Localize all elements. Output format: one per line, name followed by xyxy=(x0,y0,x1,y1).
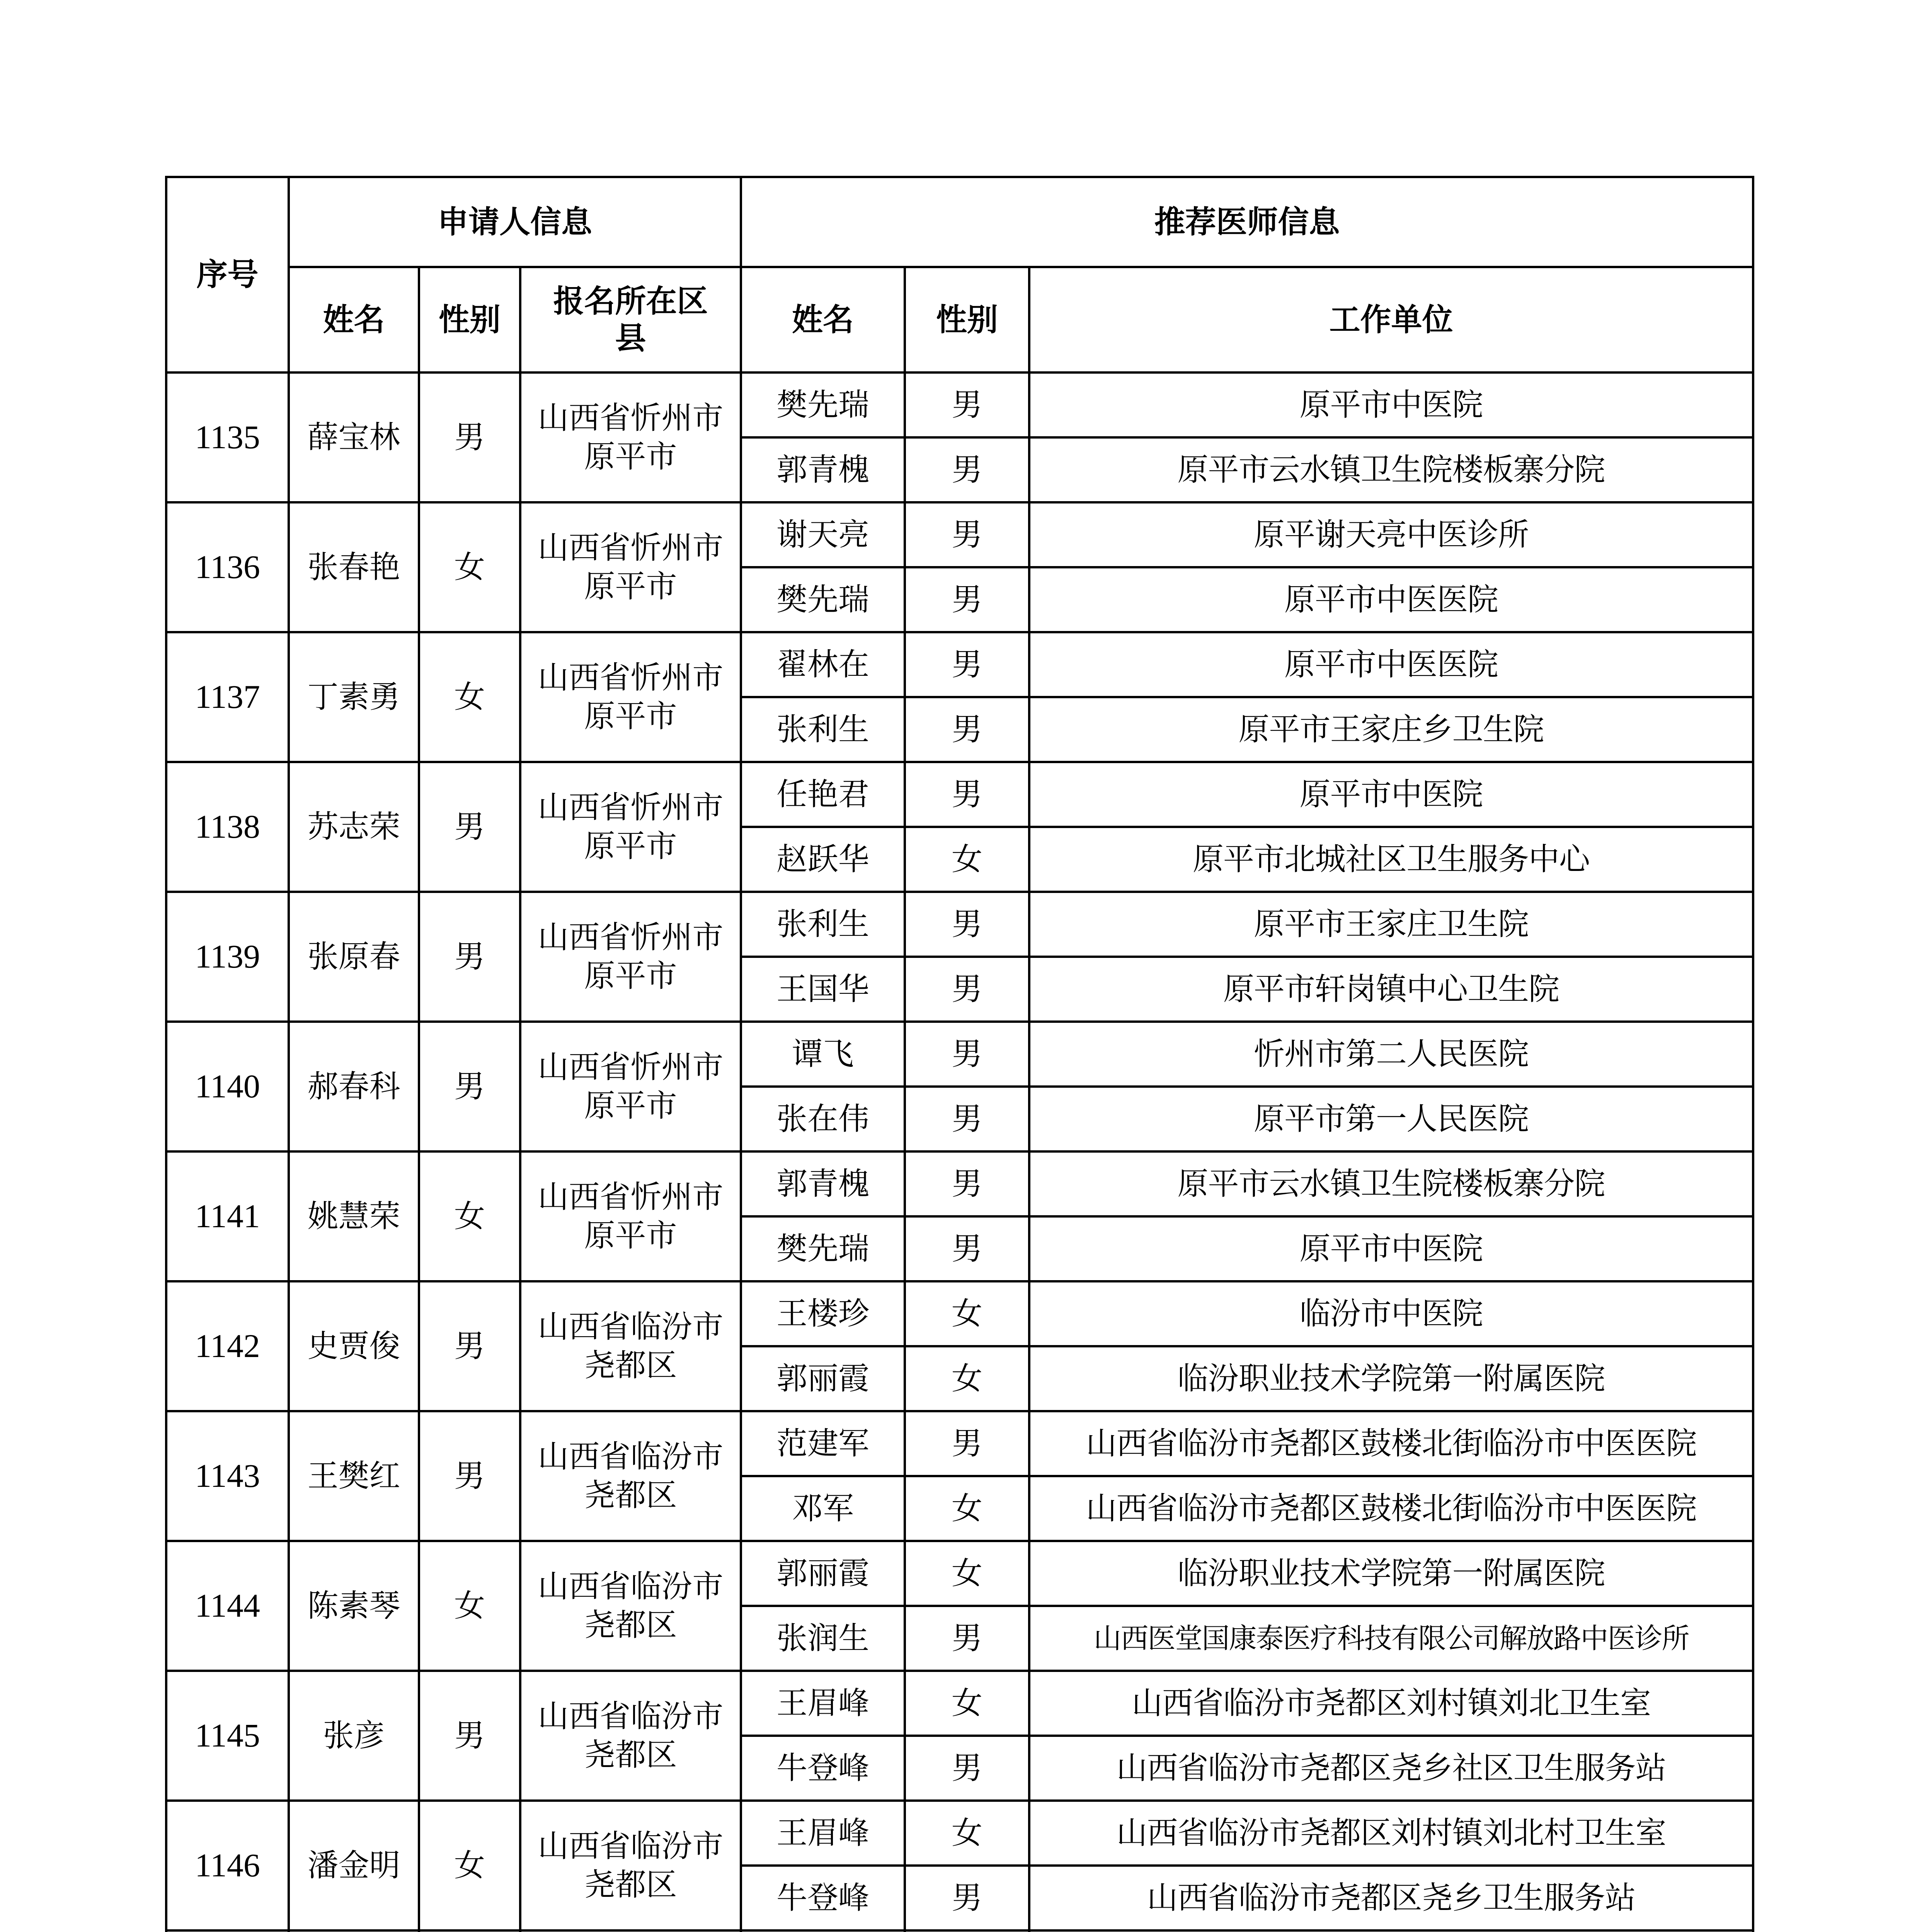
header-doctor-info: 推荐医师信息 xyxy=(741,177,1753,267)
work-unit-cell: 山西省临汾市尧都区鼓楼北街临汾市中医医院 xyxy=(1029,1476,1753,1541)
work-unit-cell: 山西省临汾市尧都区刘村镇刘北村卫生室 xyxy=(1029,1801,1753,1866)
doctor-name-cell: 樊先瑞 xyxy=(741,372,905,437)
applicant-table xyxy=(165,176,1754,1932)
applicant-name-cell: 张彦 xyxy=(289,1671,419,1801)
county-line: 山西省忻州市 xyxy=(538,919,724,955)
table-row xyxy=(166,1022,1753,1087)
county-line: 原平市 xyxy=(584,828,677,864)
county-line: 原平市 xyxy=(584,958,677,994)
seq-cell: 1136 xyxy=(166,502,289,632)
applicant-name-cell: 郝春科 xyxy=(289,1022,419,1151)
county-cell xyxy=(520,502,741,632)
applicant-name-cell: 姚慧荣 xyxy=(289,1151,419,1281)
seq-cell xyxy=(166,1930,289,1932)
applicant-gender-cell: 女 xyxy=(419,502,520,632)
work-unit-cell: 临汾职业技术学院第一附属医院 xyxy=(1029,1541,1753,1606)
county-line: 原平市 xyxy=(584,439,677,474)
doctor-name-cell: 郭丽霞 xyxy=(741,1346,905,1411)
applicant-name-cell: 张原春 xyxy=(289,892,419,1022)
seq-cell: 1138 xyxy=(166,762,289,892)
header-applicant-name: 姓名 xyxy=(289,267,419,372)
seq-cell: 1141 xyxy=(166,1151,289,1281)
doctor-gender-cell: 女 xyxy=(905,827,1029,892)
seq-cell: 1135 xyxy=(166,372,289,502)
table-row xyxy=(166,372,1753,437)
county-cell xyxy=(520,762,741,892)
applicant-gender-cell: 女 xyxy=(419,632,520,762)
county-line: 山西省临汾市 xyxy=(538,1309,724,1345)
doctor-gender-cell: 男 xyxy=(905,957,1029,1022)
table-header xyxy=(166,177,1753,372)
work-unit-cell: 山西省临汾市尧都区尧乡卫生服务站 xyxy=(1029,1866,1753,1930)
header-county-line: 报名所在区 xyxy=(553,283,708,319)
applicant-name-cell xyxy=(289,1930,419,1932)
county-cell xyxy=(520,1671,741,1801)
seq-cell: 1145 xyxy=(166,1671,289,1801)
doctor-gender-cell: 男 xyxy=(905,1606,1029,1671)
doctor-name-cell: 谭飞 xyxy=(741,1022,905,1087)
applicant-gender-cell: 男 xyxy=(419,762,520,892)
doctor-gender-cell: 男 xyxy=(905,1022,1029,1087)
work-unit-cell: 临汾市中医院 xyxy=(1029,1281,1753,1346)
header-county-line: 县 xyxy=(615,320,646,356)
work-unit-cell: 原平市北城社区卫生服务中心 xyxy=(1029,827,1753,892)
work-unit-cell: 临汾职业技术学院第一附属医院 xyxy=(1029,1346,1753,1411)
doctor-gender-cell: 男 xyxy=(905,1087,1029,1151)
table-row xyxy=(166,632,1753,697)
doctor-gender-cell: 男 xyxy=(905,372,1029,437)
work-unit-cell: 原平市云水镇卫生院楼板寨分院 xyxy=(1029,1151,1753,1216)
doctor-gender-cell: 男 xyxy=(905,502,1029,567)
doctor-gender-cell: 女 xyxy=(905,1346,1029,1411)
applicant-name-cell: 陈素琴 xyxy=(289,1541,419,1671)
doctor-gender-cell: 男 xyxy=(905,1216,1029,1281)
doctor-gender-cell: 男 xyxy=(905,1151,1029,1216)
county-line: 原平市 xyxy=(584,568,677,604)
work-unit-cell: 原平市中医医院 xyxy=(1029,567,1753,632)
doctor-gender-cell: 女 xyxy=(905,1801,1029,1866)
county-line: 尧都区 xyxy=(584,1867,677,1903)
header-doctor-gender: 性别 xyxy=(905,267,1029,372)
work-unit-cell: 山西医堂国康泰医疗科技有限公司解放路中医诊所 xyxy=(1029,1606,1753,1671)
work-unit-cell: 原平市轩岗镇中心卫生院 xyxy=(1029,957,1753,1022)
county-cell xyxy=(520,892,741,1022)
doctor-gender-cell: 男 xyxy=(905,567,1029,632)
doctor-gender-cell: 女 xyxy=(905,1281,1029,1346)
county-line: 山西省忻州市 xyxy=(538,1179,724,1215)
seq-cell: 1142 xyxy=(166,1281,289,1411)
header-doctor-name: 姓名 xyxy=(741,267,905,372)
county-cell xyxy=(520,1930,741,1932)
county-line: 原平市 xyxy=(584,1088,677,1124)
county-cell xyxy=(520,1541,741,1671)
seq-cell: 1143 xyxy=(166,1411,289,1541)
doctor-name-cell: 谢天亮 xyxy=(741,502,905,567)
doctor-name-cell: 王国华 xyxy=(741,957,905,1022)
county-cell xyxy=(520,1801,741,1930)
doctor-name-cell: 范建军 xyxy=(741,1411,905,1476)
county-line: 尧都区 xyxy=(584,1347,677,1383)
doctor-gender-cell: 男 xyxy=(905,762,1029,827)
header-seq: 序号 xyxy=(166,177,289,372)
doctor-name-cell: 张利生 xyxy=(741,697,905,762)
doctor-name-cell: 郭青槐 xyxy=(741,437,905,502)
county-line: 山西省忻州市 xyxy=(538,789,724,825)
doctor-name-cell: 王眉峰 xyxy=(741,1801,905,1866)
county-cell xyxy=(520,1022,741,1151)
table-row xyxy=(166,762,1753,827)
county-line: 尧都区 xyxy=(584,1737,677,1773)
applicant-gender-cell: 男 xyxy=(419,1411,520,1541)
doctor-gender-cell xyxy=(905,1930,1029,1932)
table-row xyxy=(166,1151,1753,1216)
doctor-name-cell: 牛登峰 xyxy=(741,1736,905,1801)
header-applicant-gender: 性别 xyxy=(419,267,520,372)
work-unit-cell: 原平市第一人民医院 xyxy=(1029,1087,1753,1151)
doctor-gender-cell: 男 xyxy=(905,632,1029,697)
county-cell xyxy=(520,1281,741,1411)
table-body xyxy=(166,372,1753,1932)
county-line: 山西省忻州市 xyxy=(538,660,724,696)
county-cell xyxy=(520,372,741,502)
work-unit-cell: 原平市中医院 xyxy=(1029,762,1753,827)
doctor-name-cell: 张润生 xyxy=(741,1606,905,1671)
doctor-gender-cell: 男 xyxy=(905,437,1029,502)
doctor-gender-cell: 女 xyxy=(905,1671,1029,1736)
county-line: 山西省临汾市 xyxy=(538,1439,724,1475)
doctor-name-cell: 樊先瑞 xyxy=(741,567,905,632)
work-unit-cell: 山西省临汾市尧都区鼓楼北街临汾市中医医院 xyxy=(1029,1411,1753,1476)
work-unit-cell: 忻州市第二人民医院 xyxy=(1029,1022,1753,1087)
applicant-gender-cell: 女 xyxy=(419,1541,520,1671)
header-work-unit: 工作单位 xyxy=(1029,267,1753,372)
doctor-name-cell: 任艳君 xyxy=(741,762,905,827)
work-unit-cell: 原平市王家庄卫生院 xyxy=(1029,892,1753,957)
county-line: 山西省忻州市 xyxy=(538,1049,724,1085)
county-line: 原平市 xyxy=(584,698,677,734)
county-line: 山西省忻州市 xyxy=(538,400,724,436)
doctor-name-cell: 牛登峰 xyxy=(741,1866,905,1930)
table-row xyxy=(166,1541,1753,1606)
applicant-name-cell: 苏志荣 xyxy=(289,762,419,892)
county-line: 尧都区 xyxy=(584,1607,677,1643)
table-row xyxy=(166,502,1753,567)
seq-cell: 1146 xyxy=(166,1801,289,1930)
seq-cell: 1140 xyxy=(166,1022,289,1151)
applicant-name-cell: 史贾俊 xyxy=(289,1281,419,1411)
applicant-gender-cell xyxy=(419,1930,520,1932)
table-row xyxy=(166,1411,1753,1476)
county-line: 原平市 xyxy=(584,1218,677,1253)
work-unit-cell: 原平市王家庄乡卫生院 xyxy=(1029,697,1753,762)
county-line: 尧都区 xyxy=(584,1477,677,1513)
doctor-name-cell xyxy=(741,1930,905,1932)
county-line: 山西省临汾市 xyxy=(538,1568,724,1604)
doctor-name-cell: 郭青槐 xyxy=(741,1151,905,1216)
applicant-name-cell: 潘金明 xyxy=(289,1801,419,1930)
doctor-name-cell: 赵跃华 xyxy=(741,827,905,892)
work-unit-cell: 山西省临汾市尧都区刘村镇刘北卫生室 xyxy=(1029,1671,1753,1736)
applicant-name-cell: 张春艳 xyxy=(289,502,419,632)
doctor-gender-cell: 男 xyxy=(905,1866,1029,1930)
seq-cell: 1137 xyxy=(166,632,289,762)
county-line: 山西省临汾市 xyxy=(538,1698,724,1734)
applicant-gender-cell: 男 xyxy=(419,892,520,1022)
applicant-gender-cell: 男 xyxy=(419,1671,520,1801)
table-row xyxy=(166,1801,1753,1866)
doctor-gender-cell: 女 xyxy=(905,1476,1029,1541)
work-unit-cell: 原平谢天亮中医诊所 xyxy=(1029,502,1753,567)
work-unit-cell: 山西省临汾市尧都区尧乡社区卫生服务站 xyxy=(1029,1736,1753,1801)
seq-cell: 1139 xyxy=(166,892,289,1022)
county-line: 山西省忻州市 xyxy=(538,530,724,566)
work-unit-cell: 原平市云水镇卫生院楼板寨分院 xyxy=(1029,437,1753,502)
work-unit-cell: 原平市中医院 xyxy=(1029,372,1753,437)
applicant-gender-cell: 女 xyxy=(419,1151,520,1281)
doctor-gender-cell: 男 xyxy=(905,697,1029,762)
county-cell xyxy=(520,1411,741,1541)
applicant-name-cell: 王樊红 xyxy=(289,1411,419,1541)
doctor-gender-cell: 男 xyxy=(905,892,1029,957)
doctor-name-cell: 翟林在 xyxy=(741,632,905,697)
county-cell xyxy=(520,632,741,762)
doctor-name-cell: 樊先瑞 xyxy=(741,1216,905,1281)
doctor-name-cell: 郭丽霞 xyxy=(741,1541,905,1606)
table-row xyxy=(166,1930,1753,1932)
applicant-gender-cell: 男 xyxy=(419,1281,520,1411)
county-line: 山西省临汾市 xyxy=(538,1828,724,1864)
doctor-name-cell: 王楼珍 xyxy=(741,1281,905,1346)
work-unit-cell xyxy=(1029,1930,1753,1932)
doctor-gender-cell: 女 xyxy=(905,1541,1029,1606)
applicant-gender-cell: 男 xyxy=(419,372,520,502)
applicant-gender-cell: 女 xyxy=(419,1801,520,1930)
header-applicant-info: 申请人信息 xyxy=(289,177,741,267)
applicant-name-cell: 丁素勇 xyxy=(289,632,419,762)
doctor-name-cell: 邓军 xyxy=(741,1476,905,1541)
doctor-gender-cell: 男 xyxy=(905,1411,1029,1476)
doctor-name-cell: 王眉峰 xyxy=(741,1671,905,1736)
header-county xyxy=(520,267,741,372)
applicant-gender-cell: 男 xyxy=(419,1022,520,1151)
table-row xyxy=(166,1281,1753,1346)
county-cell xyxy=(520,1151,741,1281)
work-unit-cell: 原平市中医医院 xyxy=(1029,632,1753,697)
seq-cell: 1144 xyxy=(166,1541,289,1671)
doctor-name-cell: 张利生 xyxy=(741,892,905,957)
applicant-name-cell: 薛宝林 xyxy=(289,372,419,502)
doctor-name-cell: 张在伟 xyxy=(741,1087,905,1151)
table-row xyxy=(166,892,1753,957)
work-unit-cell: 原平市中医院 xyxy=(1029,1216,1753,1281)
table-row xyxy=(166,1671,1753,1736)
doctor-gender-cell: 男 xyxy=(905,1736,1029,1801)
